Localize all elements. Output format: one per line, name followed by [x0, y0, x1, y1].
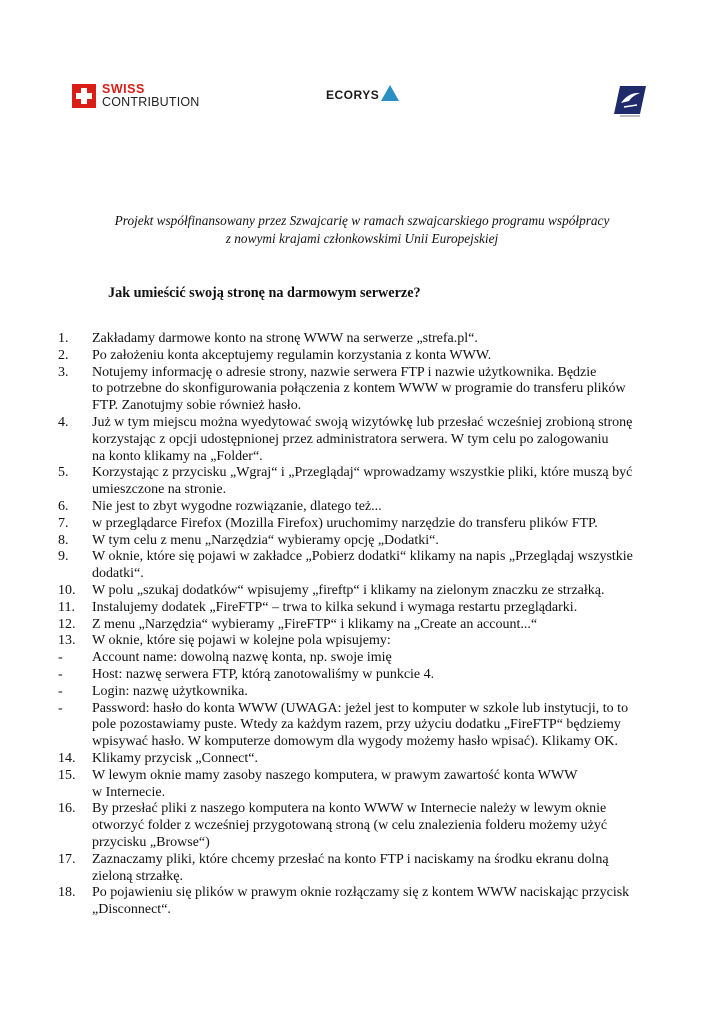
- list-item-line: Account name: dowolną nazwę konta, np. swoje imię: [92, 650, 392, 666]
- list-item-line: zieloną strzałkę.: [92, 868, 183, 884]
- list-item-line: W lewym oknie mamy zasoby naszego komputera, w prawym zawartość konta WWW: [92, 767, 578, 783]
- project-intro: [0, 212, 724, 248]
- list-item: [58, 533, 664, 550]
- list-item-text: [92, 751, 664, 768]
- list-item-line: korzystając z opcji udostępnionej przez administratora serwera. W tym celu po zalogowaniu: [92, 431, 609, 447]
- list-item-line: w przeglądarce Firefox (Mozilla Firefox) uruchomimy narzędzie do transferu plików FTP.: [92, 515, 598, 531]
- list-item-line: umieszczone na stronie.: [92, 482, 227, 498]
- list-item-marker: 8.: [58, 532, 69, 548]
- list-item: [58, 348, 664, 365]
- logo-bar: [0, 78, 724, 118]
- list-item-marker: 7.: [58, 515, 69, 531]
- list-item-line: Z menu „Narzędzia“ wybieramy „FireFTP“ i klikamy na „Create an account...“: [92, 616, 538, 632]
- list-item-text: [92, 600, 664, 617]
- list-item-marker: -: [58, 683, 63, 699]
- list-item-marker: 2.: [58, 347, 69, 363]
- list-item-text: [92, 684, 664, 701]
- list-item: [58, 650, 664, 667]
- list-item-marker: 4.: [58, 414, 69, 430]
- list-item: [58, 499, 664, 516]
- list-item-line: W oknie, które się pojawi w kolejne pola wpisujemy:: [92, 633, 391, 649]
- list-item-line: Po założeniu konta akceptujemy regulamin korzystania z konta WWW.: [92, 347, 492, 363]
- list-item-marker: 3.: [58, 364, 69, 380]
- list-item-text: [92, 852, 664, 886]
- list-item-line: na konto klikamy na „Folder“.: [92, 448, 263, 464]
- list-item: [58, 768, 664, 802]
- list-item: [58, 701, 664, 751]
- list-item-text: [92, 701, 664, 751]
- swiss-logo-line1: SWISS: [102, 82, 145, 96]
- list-item-line: w Internecie.: [92, 784, 166, 800]
- list-item-line: Korzystając z przycisku „Wgraj“ i „Przeglądaj“ wprowadzamy wszystkie pliki, które muszą być: [92, 465, 633, 481]
- list-item-marker: -: [58, 700, 63, 716]
- list-item-line: W polu „szukaj dodatków“ wpisujemy „fireftp“ i klikamy na zielonym znaczku ze strzałką.: [92, 582, 605, 598]
- list-item: [58, 684, 664, 701]
- list-item: [58, 885, 664, 919]
- list-item-marker: 14.: [58, 750, 76, 766]
- list-item-marker: 17.: [58, 851, 76, 867]
- list-item-marker: -: [58, 666, 63, 682]
- list-item-line: Instalujemy dodatek „FireFTP“ – trwa to kilka sekund i wymaga restartu przeglądarki.: [92, 599, 578, 615]
- swiss-cross-icon: [72, 84, 96, 108]
- list-item: [58, 331, 664, 348]
- list-item-line: przycisku „Browse“): [92, 834, 210, 850]
- list-item-line: dodatki“.: [92, 566, 144, 582]
- bird-emblem-icon: [612, 84, 648, 123]
- list-item: [58, 549, 664, 583]
- list-item-marker: 16.: [58, 801, 76, 817]
- list-item: [58, 667, 664, 684]
- list-item: [58, 852, 664, 886]
- list-item-line: otworzyć folder z wcześniej przygotowaną stroną (w celu znalezienia folderu możemy użyć: [92, 818, 608, 834]
- list-item-line: Już w tym miejscu można wyedytować swoją wizytówkę lub przesłać wcześniej zrobioną stronę: [92, 414, 633, 430]
- list-item: [58, 801, 664, 851]
- list-item-text: [92, 650, 664, 667]
- list-item-line: Login: nazwę użytkownika.: [92, 683, 248, 699]
- list-item: [58, 415, 664, 465]
- list-item-marker: 9.: [58, 549, 69, 565]
- list-item-text: [92, 617, 664, 634]
- list-item-text: [92, 348, 664, 365]
- list-item-line: Zakładamy darmowe konto na stronę WWW na serwerze „strefa.pl“.: [92, 331, 478, 346]
- list-item-line: Host: nazwę serwera FTP, którą zanotowaliśmy w punkcie 4.: [92, 666, 435, 682]
- list-item-marker: 5.: [58, 465, 69, 481]
- list-item-text: [92, 331, 664, 348]
- list-item-text: [92, 667, 664, 684]
- list-item-line: Password: hasło do konta WWW (UWAGA: jeżel jest to komputer w szkole lub instytucji, to to: [92, 700, 629, 716]
- list-item: [58, 365, 664, 415]
- list-item: [58, 600, 664, 617]
- list-item-text: [92, 801, 664, 851]
- list-item-line: Klikamy przycisk „Connect“.: [92, 750, 259, 766]
- list-item-marker: 12.: [58, 616, 76, 632]
- list-item-line: to potrzebne do skonfigurowania połączenia z kontem WWW w programie do transferu plików: [92, 381, 626, 397]
- list-item-text: [92, 768, 664, 802]
- list-item-text: [92, 365, 664, 415]
- list-item: [58, 751, 664, 768]
- list-item-marker: 15.: [58, 767, 76, 783]
- list-item-line: W oknie, które się pojawi w zakładce „Pobierz dodatki“ klikamy na napis „Przeglądaj wszystkie: [92, 549, 633, 565]
- list-item-marker: 11.: [58, 599, 75, 615]
- list-item-line: FTP. Zanotujmy sobie również hasło.: [92, 398, 302, 414]
- list-item-marker: 13.: [58, 633, 76, 649]
- list-item-text: [92, 516, 664, 533]
- list-item-line: Nie jest to zbyt wygodne rozwiązanie, dlatego też...: [92, 498, 382, 514]
- ecorys-triangle-icon: [381, 85, 399, 101]
- list-item: [58, 516, 664, 533]
- list-item-marker: 18.: [58, 885, 76, 901]
- list-item-text: [92, 633, 664, 650]
- list-item-marker: 1.: [58, 331, 69, 346]
- list-item: [58, 583, 664, 600]
- list-item-line: „Disconnect“.: [92, 902, 171, 918]
- swiss-logo-line2: CONTRIBUTION: [102, 95, 200, 109]
- ecorys-logo: [326, 88, 399, 102]
- list-item-text: [92, 465, 664, 499]
- list-item-line: Zaznaczamy pliki, które chcemy przesłać na konto FTP i naciskamy na środku ekranu dolną: [92, 851, 609, 867]
- list-item-line: pole pozostawiamy puste. Wtedy za każdym razem, przy użyciu dodatku „FireFTP“ będziemy: [92, 717, 621, 733]
- list-item-text: [92, 885, 664, 919]
- ecorys-logo-text: ECORYS: [326, 88, 380, 102]
- list-item-line: Notujemy informację o adresie strony, nazwie serwera FTP i nazwie użytkownika. Będzie: [92, 364, 597, 380]
- list-item-marker: 10.: [58, 582, 76, 598]
- intro-line-1: Projekt współfinansowany przez Szwajcarię w ramach szwajcarskiego programu współpracy: [114, 213, 610, 228]
- list-item-line: wpisywać hasło. W komputerze domowym dla wygody możemy hasło wpisać). Klikamy OK.: [92, 734, 618, 750]
- list-item-line: By przesłać pliki z naszego komputera na konto WWW w Internecie należy w lewym oknie: [92, 801, 607, 817]
- list-item-marker: 6.: [58, 498, 69, 514]
- list-item-text: [92, 415, 664, 465]
- list-item: [58, 633, 664, 650]
- list-item-text: [92, 499, 664, 516]
- swiss-contribution-logo: [72, 83, 200, 109]
- instruction-list: [58, 331, 664, 919]
- list-item-text: [92, 533, 664, 550]
- list-item-text: [92, 583, 664, 600]
- list-item-text: [92, 549, 664, 583]
- list-item: [58, 617, 664, 634]
- list-item-line: Po pojawieniu się plików w prawym oknie rozłączamy się z kontem WWW naciskając przycisk: [92, 885, 630, 901]
- list-item-marker: -: [58, 650, 63, 666]
- list-item: [58, 465, 664, 499]
- intro-line-2: z nowymi krajami członkowskimi Unii Europejskiej: [225, 231, 499, 246]
- page-title: Jak umieścić swoją stronę na darmowym serwerze?: [108, 285, 421, 301]
- list-item-line: W tym celu z menu „Narzędzia“ wybieramy opcję „Dodatki“.: [92, 532, 439, 548]
